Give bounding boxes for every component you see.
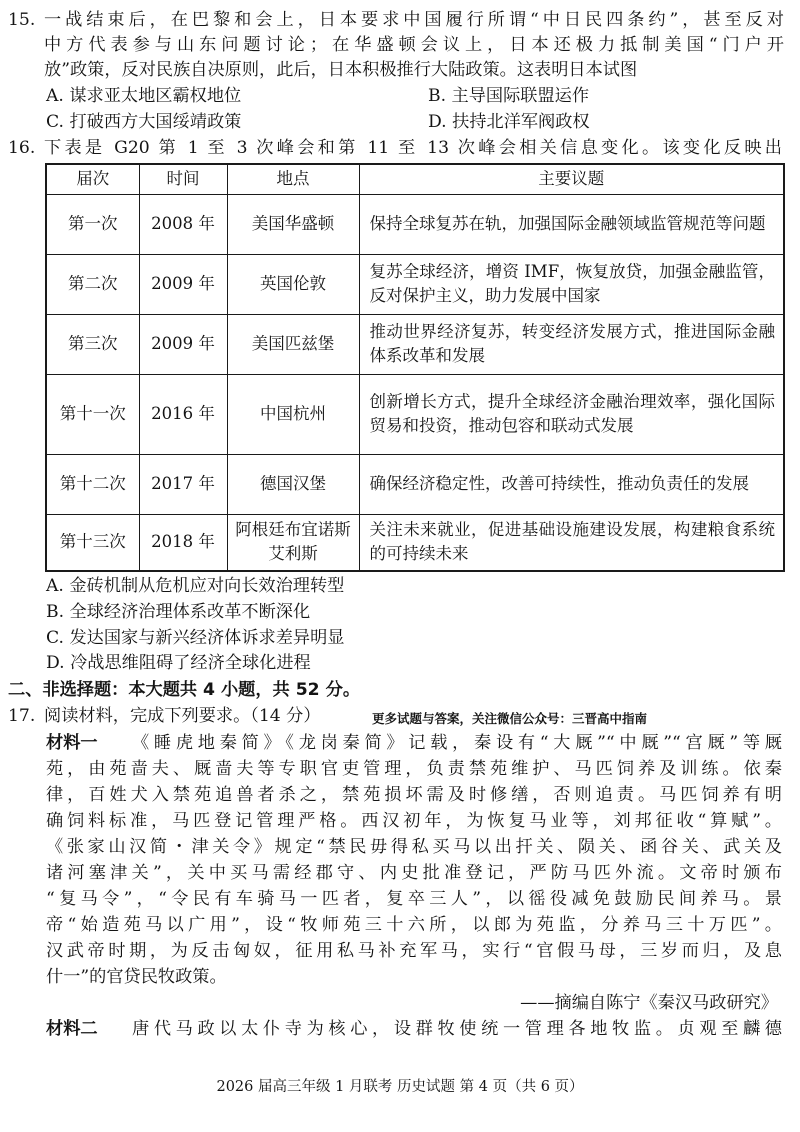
q15-option-a[interactable]: A. 谋求亚太地区霸权地位 bbox=[46, 86, 242, 106]
cell-place: 英国伦敦 bbox=[227, 254, 359, 314]
section-2-title: 二、非选择题：本大题共 4 小题，共 52 分。 bbox=[8, 680, 361, 700]
cell-year: 2017 年 bbox=[139, 454, 227, 514]
material-1-source: ——摘编自陈宁《秦汉马政研究》 bbox=[520, 993, 778, 1013]
cell-place: 美国匹兹堡 bbox=[227, 314, 359, 374]
cell-session: 第一次 bbox=[46, 194, 139, 254]
q15-number: 15. bbox=[8, 10, 36, 30]
material-1-line-9: 汉武帝时期，为反击匈奴，征用私马补充军马，实行“官假马母，三岁而归，及息 bbox=[46, 941, 782, 961]
header-topic: 主要议题 bbox=[359, 164, 784, 194]
cell-topic: 关注未来就业，促进基础设施建设发展，构建粮食系统的可持续未来 bbox=[359, 514, 784, 571]
g20-summit-table bbox=[45, 163, 785, 572]
cell-session: 第二次 bbox=[46, 254, 139, 314]
cell-session: 第十一次 bbox=[46, 374, 139, 454]
q17-promo-note: 更多试题与答案，关注微信公众号：三晋高中指南 bbox=[372, 711, 648, 726]
cell-session: 第十三次 bbox=[46, 514, 139, 571]
material-1-line-5: 《张家山汉简・津关令》规定“禁民毋得私买马以出扞关、陨关、函谷关、武关及 bbox=[46, 837, 782, 857]
cell-topic: 确保经济稳定性，改善可持续性，推动负责任的发展 bbox=[359, 454, 784, 514]
cell-year: 2018 年 bbox=[139, 514, 227, 571]
table-row bbox=[46, 374, 784, 454]
material-2-label: 材料二 bbox=[46, 1019, 98, 1039]
table-row bbox=[46, 514, 784, 571]
material-1-line-10: 什一”的官贷民牧政策。 bbox=[46, 967, 227, 987]
q17-stem: 阅读材料，完成下列要求。（14 分） bbox=[44, 706, 321, 726]
q16-number: 16. bbox=[8, 138, 36, 158]
cell-year: 2009 年 bbox=[139, 254, 227, 314]
material-1-label: 材料一 bbox=[46, 733, 98, 753]
q15-stem-line-3: 放”政策，反对民族自决原则，此后，日本积极推行大陆政策。这表明日本试图 bbox=[44, 60, 638, 80]
cell-topic: 创新增长方式，提升全球经济金融治理效率，强化国际贸易和投资，推动包容和联动式发展 bbox=[359, 374, 784, 454]
header-session: 届次 bbox=[46, 164, 139, 194]
cell-year: 2008 年 bbox=[139, 194, 227, 254]
cell-place: 中国杭州 bbox=[227, 374, 359, 454]
table-row bbox=[46, 314, 784, 374]
table-row bbox=[46, 254, 784, 314]
cell-place: 德国汉堡 bbox=[227, 454, 359, 514]
q17-number: 17. bbox=[8, 706, 36, 726]
cell-place: 美国华盛顿 bbox=[227, 194, 359, 254]
q15-stem-line-1: 一战结束后，在巴黎和会上，日本要求中国履行所谓“中日民四条约”，甚至反对 bbox=[44, 10, 784, 30]
cell-topic: 复苏全球经济，增资 IMF，恢复放贷，加强金融监管，反对保护主义，助力发展中国家 bbox=[359, 254, 784, 314]
cell-session: 第三次 bbox=[46, 314, 139, 374]
q16-option-c[interactable]: C. 发达国家与新兴经济体诉求差异明显 bbox=[46, 628, 345, 648]
cell-topic: 推动世界经济复苏，转变经济发展方式，推进国际金融体系改革和发展 bbox=[359, 314, 784, 374]
material-1-line-7: “复马令”，“令民有车骑马一匹者，复卒三人”，以徭役减免鼓励民间养马。景 bbox=[46, 889, 782, 909]
material-1-line-2: 苑，由苑啬夫、厩啬夫等专职官吏管理，负责禁苑维护、马匹饲养及训练。依秦 bbox=[46, 759, 782, 779]
cell-topic: 保持全球复苏在轨，加强国际金融领域监管规范等问题 bbox=[359, 194, 784, 254]
material-1-line-1: 《睡虎地秦简》《龙岗秦简》记载，秦设有“大厩”“中厩”“宫厩”等厩 bbox=[132, 733, 782, 753]
table-header-row bbox=[46, 164, 784, 194]
header-year: 时间 bbox=[139, 164, 227, 194]
material-1-line-8: 帝“始造苑马以广用”，设“牧师苑三十六所，以郎为苑监，分养马三十万匹”。 bbox=[46, 915, 782, 935]
q15-option-d[interactable]: D. 扶持北洋军阀政权 bbox=[428, 112, 590, 132]
q16-option-a[interactable]: A. 金砖机制从危机应对向长效治理转型 bbox=[46, 576, 345, 596]
page-footer: 2026 届高三年级 1 月联考 历史试题 第 4 页（共 6 页） bbox=[216, 1079, 584, 1095]
q15-option-c[interactable]: C. 打破西方大国绥靖政策 bbox=[46, 112, 242, 132]
material-1-line-4: 确饲料标准，马匹登记管理严格。西汉初年，为恢复马业等，刘邦征收“算赋”。 bbox=[46, 811, 782, 831]
material-1-line-6: 诸河塞津关”，关中买马需经郡守、内史批准登记，严防马匹外流。文帝时颁布 bbox=[46, 863, 782, 883]
q15-stem-line-2: 中方代表参与山东问题讨论；在华盛顿会议上，日本还极力抵制美国“门户开 bbox=[44, 35, 784, 55]
q16-option-b[interactable]: B. 全球经济治理体系改革不断深化 bbox=[46, 602, 311, 622]
material-1-line-3: 律，百姓犬入禁苑追兽者杀之，禁苑损坏需及时修缮，否则追责。马匹饲养有明 bbox=[46, 785, 782, 805]
cell-year: 2016 年 bbox=[139, 374, 227, 454]
table-row bbox=[46, 454, 784, 514]
cell-session: 第十二次 bbox=[46, 454, 139, 514]
material-2-line-1: 唐代马政以太仆寺为核心，设群牧使统一管理各地牧监。贞观至麟德 bbox=[132, 1019, 782, 1039]
q16-stem: 下表是 G20 第 1 至 3 次峰会和第 11 至 13 次峰会相关信息变化。该变化反映出 bbox=[44, 138, 782, 158]
cell-place: 阿根廷布宜诺斯艾利斯 bbox=[227, 514, 359, 571]
q16-option-d[interactable]: D. 冷战思维阻碍了经济全球化进程 bbox=[46, 653, 311, 673]
header-place: 地点 bbox=[227, 164, 359, 194]
cell-year: 2009 年 bbox=[139, 314, 227, 374]
table-row bbox=[46, 194, 784, 254]
q15-option-b[interactable]: B. 主导国际联盟运作 bbox=[428, 86, 590, 106]
